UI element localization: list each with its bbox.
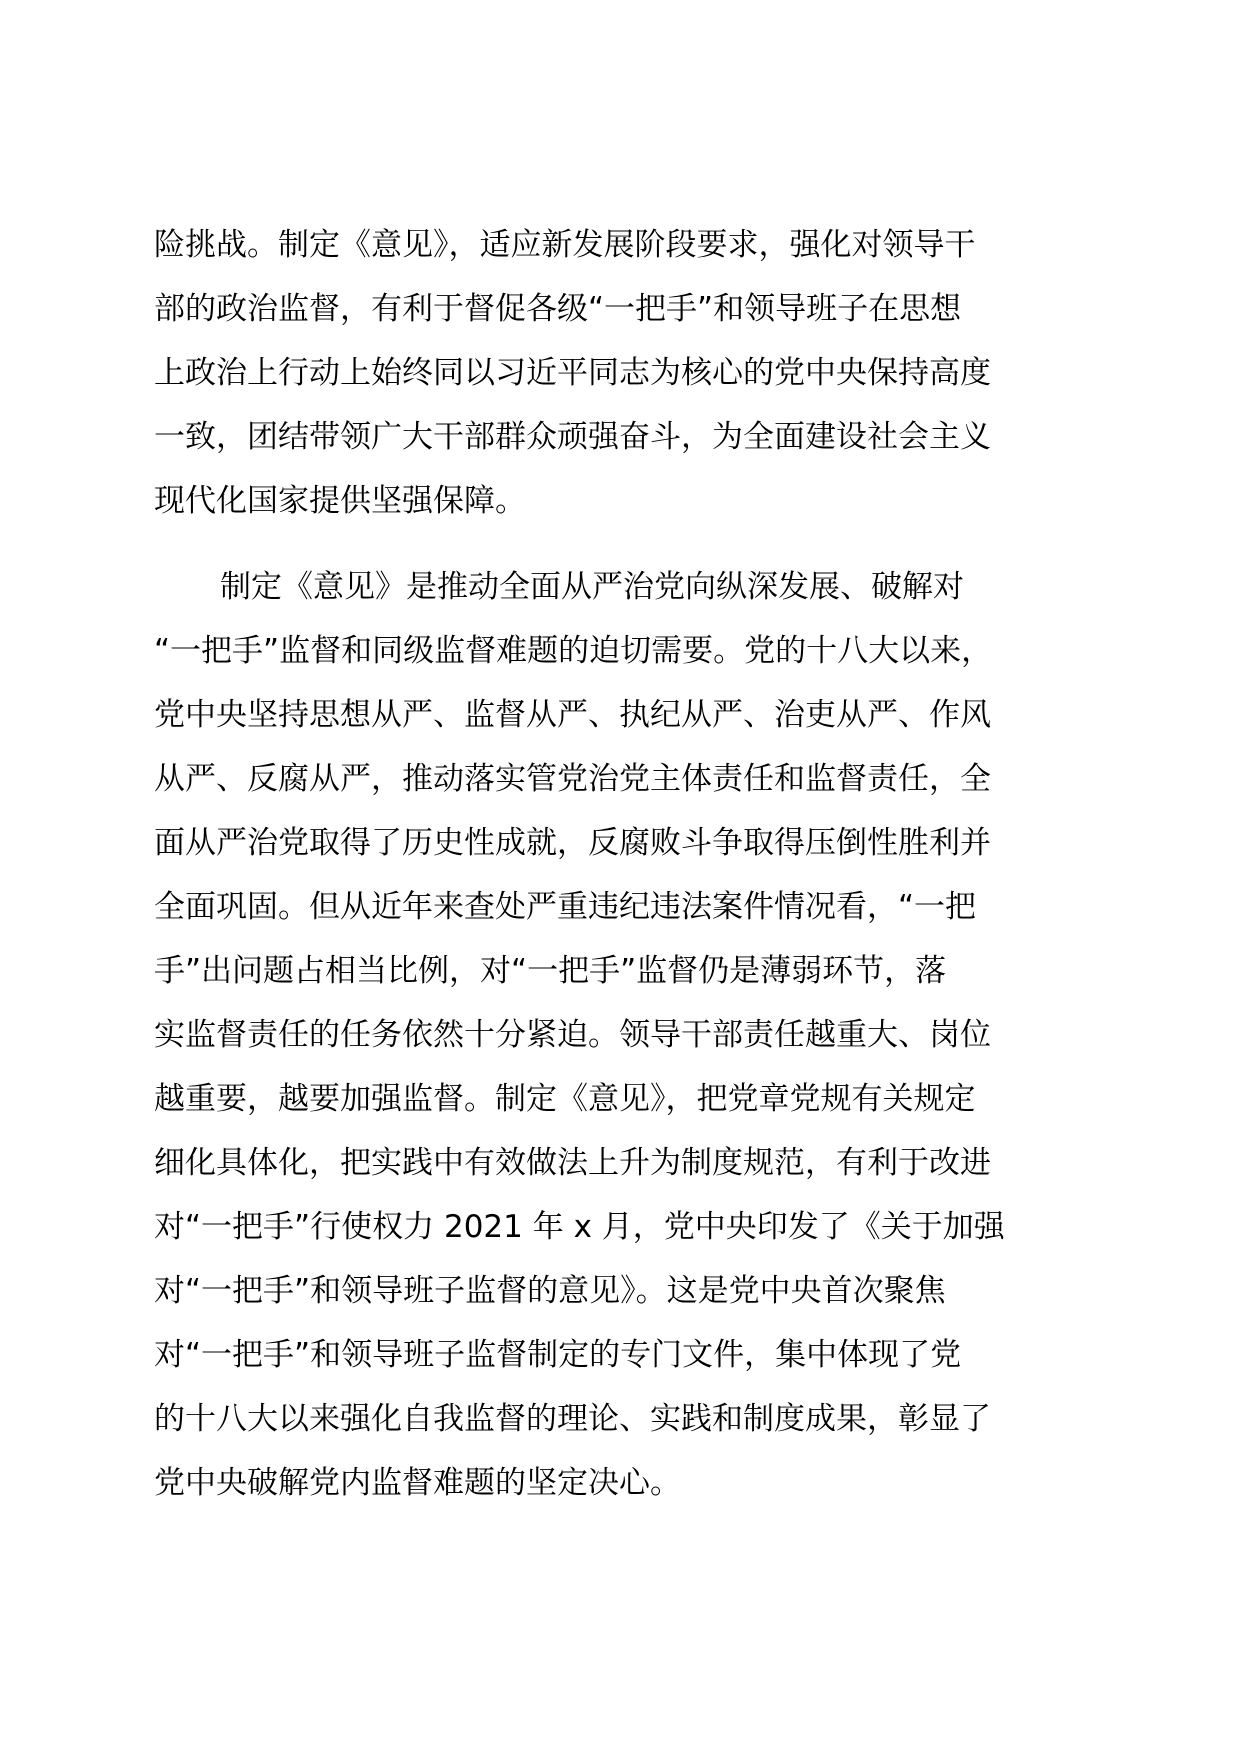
paragraph-line: 一致，团结带领广大干部群众顽强奋斗，为全面建设社会主义 <box>154 419 991 455</box>
paragraph-line: 对“一把手”和领导班子监督制定的专门文件，集中体现了党 <box>154 1337 962 1373</box>
paragraph-line: 制定《意见》是推动全面从严治党向纵深发展、破解对 <box>220 569 964 605</box>
paragraph-line: 面从严治党取得了历史性成就，反腐败斗争取得压倒性胜利并 <box>154 825 991 861</box>
paragraph-line: 手”出问题占相当比例，对“一把手”监督仍是薄弱环节，落 <box>154 953 947 989</box>
paragraph-line: 部的政治监督，有利于督促各级“一把手”和领导班子在思想 <box>154 291 962 327</box>
paragraph-line: 对“一把手”行使权力 2021 年 x 月，党中央印发了《关于加强 <box>154 1209 1005 1245</box>
paragraph-line: 实监督责任的任务依然十分紧迫。领导干部责任越重大、岗位 <box>154 1017 991 1053</box>
paragraph-line: 越重要，越要加强监督。制定《意见》，把党章党规有关规定 <box>154 1081 976 1117</box>
paragraph-line: 对“一把手”和领导班子监督的意见》。这是党中央首次聚焦 <box>154 1273 946 1309</box>
paragraph-1 <box>154 213 1104 533</box>
document-body <box>154 213 1104 1515</box>
paragraph-line: 上政治上行动上始终同以习近平同志为核心的党中央保持高度 <box>154 355 991 391</box>
paragraph-line: 细化具体化，把实践中有效做法上升为制度规范，有利于改进 <box>154 1145 991 1181</box>
paragraph-line: 全面巩固。但从近年来查处严重违纪违法案件情况看，“一把 <box>154 889 977 925</box>
paragraph-line: “一把手”监督和同级监督难题的迫切需要。党的十八大以来， <box>154 633 993 669</box>
paragraph-line: 险挑战。制定《意见》，适应新发展阶段要求，强化对领导干 <box>154 227 976 263</box>
paragraph-line: 党中央破解党内监督难题的坚定决心。 <box>154 1465 681 1501</box>
paragraph-2 <box>154 555 1104 1515</box>
paragraph-line: 党中央坚持思想从严、监督从严、执纪从严、治吏从严、作风 <box>154 697 991 733</box>
paragraph-line: 现代化国家提供坚强保障。 <box>154 483 526 519</box>
paragraph-line: 的十八大以来强化自我监督的理论、实践和制度成果，彰显了 <box>154 1401 991 1437</box>
paragraph-line: 从严、反腐从严，推动落实管党治党主体责任和监督责任，全 <box>154 761 991 797</box>
